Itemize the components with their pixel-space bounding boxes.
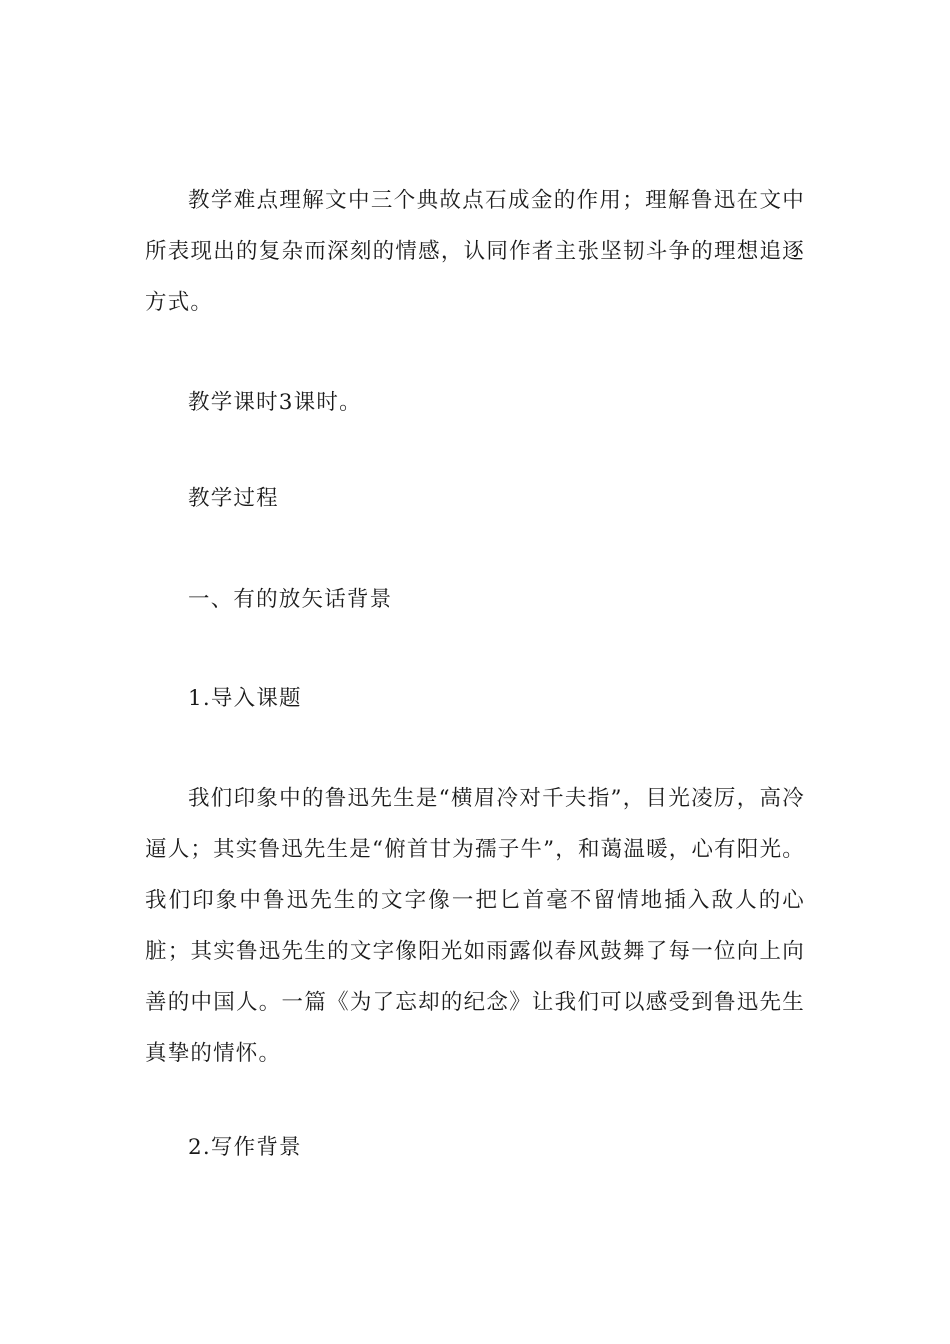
heading-writing-background: 2.写作背景 xyxy=(188,1135,302,1160)
paragraph-teaching-difficulty: 教学难点理解文中三个典故点石成金的作用；理解鲁迅在文中所表现出的复杂而深刻的情感，认同作者主张坚韧斗争的理想追逐方式。 xyxy=(145,188,805,315)
paragraph-class-hours: 教学课时3课时。 xyxy=(188,390,362,415)
heading-section-one: 一、有的放矢话背景 xyxy=(188,587,393,612)
paragraph-introduction: 我们印象中的鲁迅先生是“横眉冷对千夫指”，目光凌厉，高冷逼人；其实鲁迅先生是“俯首甘为孺子牛”，和蔼温暖，心有阳光。我们印象中鲁迅先生的文字像一把匕首毫不留情地插入敌人的心脏；其实鲁迅先生的文字像阳光如雨露似春风鼓舞了每一位向上向善的中国人。一篇《为了忘却的纪念》让我们可以感受到鲁迅先生真挚的情怀。 xyxy=(145,786,805,1066)
heading-teaching-process: 教学过程 xyxy=(188,486,279,511)
heading-introduce-topic: 1.导入课题 xyxy=(188,686,302,711)
